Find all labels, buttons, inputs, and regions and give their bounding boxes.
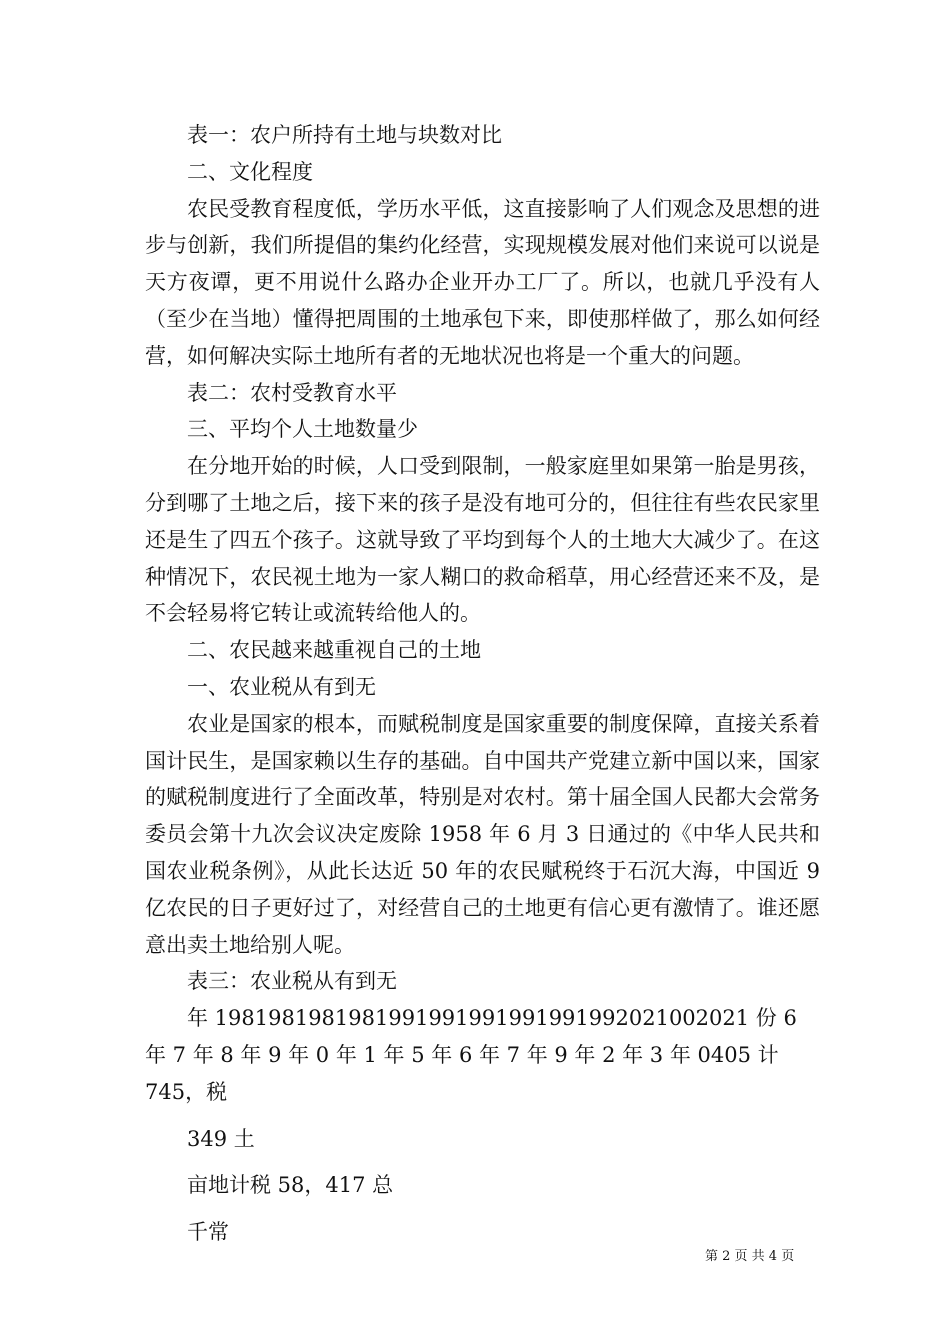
table-caption-2: 表二：农村受教育水平	[187, 380, 397, 405]
section-heading-education: 二、文化程度	[187, 159, 313, 184]
table-fragment-3: 千常	[187, 1220, 229, 1245]
section-heading-value-land: 二、农民越来越重视自己的土地	[187, 638, 481, 663]
table-fragment-2: 亩地计税 58，417 总	[187, 1173, 394, 1198]
table-fragment-1: 349 土	[187, 1126, 255, 1151]
paragraph-land-per-person: 在分地开始的时候，人口受到限制，一般家庭里如果第一胎是男孩，分到哪了土地之后，接下来的孩子是没有地可分的，但往往有些农民家里还是生了四五个孩子。这就导致了平均到每个人的土地大大减少了。在这种情况下，农民视土地为一家人糊口的救命稻草，用心经营还来不及，是不会轻易将它转让或流转给他人的。	[145, 454, 820, 626]
paragraph-education: 农民受教育程度低，学历水平低，这直接影响了人们观念及思想的进步与创新，我们所提倡的集约化经营，实现规模发展对他们来说可以说是天方夜谭，更不用说什么路办企业开办工厂了。所以，也就几乎没有人（至少在当地）懂得把周围的土地承包下来，即使那样做了，那么如何经营，如何解决实际土地所有者的无地状况也将是一个重大的问题。	[145, 196, 820, 368]
paragraph-agri-tax: 农业是国家的根本，而赋税制度是国家重要的制度保障，直接关系着国计民生，是国家赖以生存的基础。自中国共产党建立新中国以来，国家的赋税制度进行了全面改革，特别是对农村。第十届全国人民都大会常务委员会第十九次会议决定废除 1958 年 6 月 3 日通过的《中华人民共和国农业税条例》，从此长达近 50 年的农民赋税终于石沉大海，中国近 9 亿农民的日子更好过了，对经营自己的土地更有信心更有激情了。谁还愿意出卖土地给别人呢。	[145, 711, 820, 957]
section-heading-land-per-person: 三、平均个人土地数量少	[187, 417, 418, 442]
table-caption-3: 表三：农业税从有到无	[187, 969, 397, 994]
section-heading-agri-tax: 一、农业税从有到无	[187, 674, 376, 699]
table-caption-1: 表一：农户所持有土地与块数对比	[187, 123, 502, 147]
page-footer: 第 2 页 共 4 页	[705, 1249, 795, 1264]
body-text	[145, 117, 820, 1251]
table-fragment-years: 年 1981981981981991991991991991992021002021 份 6 年 7 年 8 年 9 年 0 年 1 年 5 年 6 年 7 年 9 年 2 年 3 年 0405 计 745，税	[145, 1006, 797, 1104]
